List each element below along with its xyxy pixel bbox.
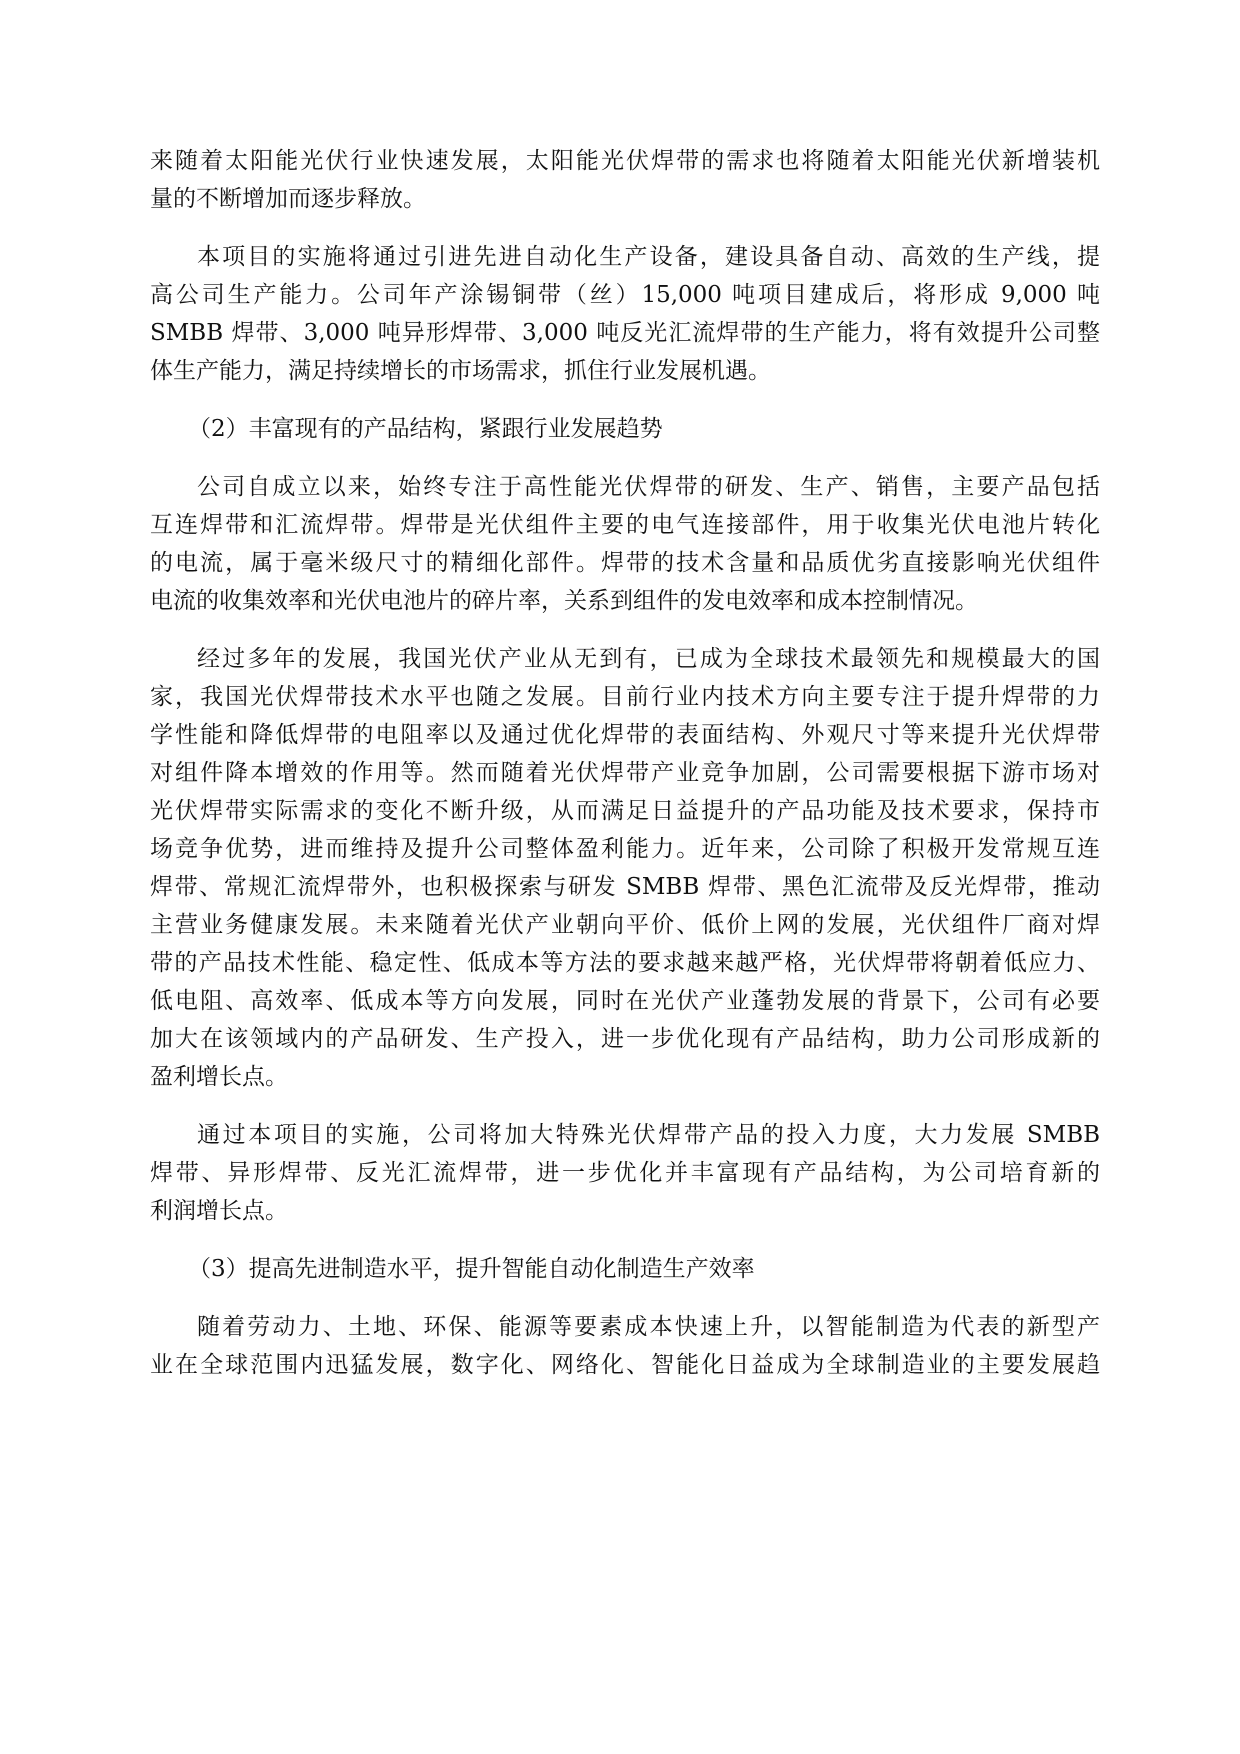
text-line: SMBB 焊带、3,000 吨异形焊带、3,000 吨反光汇流焊带的生产能力，将有效提升公司整 <box>150 320 1100 346</box>
text-line: 通过本项目的实施，公司将加大特殊光伏焊带产品的投入力度，大力发展 SMBB <box>197 1122 1100 1148</box>
text-line: 加大在该领域内的产品研发、生产投入，进一步优化现有产品结构，助力公司形成新的 <box>150 1026 1100 1052</box>
section-heading-3 <box>150 1250 1100 1288</box>
text-line: 利润增长点。 <box>150 1198 288 1224</box>
text-line: 带的产品技术性能、稳定性、低成本等方法的要求越来越严格，光伏焊带将朝着低应力、 <box>150 950 1100 976</box>
text-line: 本项目的实施将通过引进先进自动化生产设备，建设具备自动、高效的生产线，提 <box>197 244 1100 270</box>
paragraph-capacity <box>150 238 1100 390</box>
text-line: 来随着太阳能光伏行业快速发展，太阳能光伏焊带的需求也将随着太阳能光伏新增装机 <box>150 148 1100 174</box>
text-line: 场竞争优势，进而维持及提升公司整体盈利能力。近年来，公司除了积极开发常规互连 <box>150 836 1100 862</box>
text-line: 的电流，属于毫米级尺寸的精细化部件。焊带的技术含量和品质优劣直接影响光伏组件 <box>150 550 1100 576</box>
text-line: 学性能和降低焊带的电阻率以及通过优化焊带的表面结构、外观尺寸等来提升光伏焊带 <box>150 722 1100 748</box>
text-line: 高公司生产能力。公司年产涂锡铜带（丝）15,000 吨项目建成后，将形成 9,000 吨 <box>150 282 1100 308</box>
text-line: 焊带、常规汇流焊带外，也积极探索与研发 SMBB 焊带、黑色汇流带及反光焊带，推动 <box>150 874 1100 900</box>
text-line: 低电阻、高效率、低成本等方向发展，同时在光伏产业蓬勃发展的背景下，公司有必要 <box>150 988 1100 1014</box>
paragraph-company-products <box>150 468 1100 620</box>
text-line: 互连焊带和汇流焊带。焊带是光伏组件主要的电气连接部件，用于收集光伏电池片转化 <box>150 512 1100 538</box>
text-line: 量的不断增加而逐步释放。 <box>150 186 426 212</box>
section-heading-2 <box>150 410 1100 448</box>
heading-line: （3）提高先进制造水平，提升智能自动化制造生产效率 <box>188 1256 755 1282</box>
document-body <box>150 142 1100 1404</box>
paragraph-market-demand <box>150 142 1100 218</box>
text-line: 公司自成立以来，始终专注于高性能光伏焊带的研发、生产、销售，主要产品包括 <box>197 474 1100 500</box>
text-line: 随着劳动力、土地、环保、能源等要素成本快速上升，以智能制造为代表的新型产 <box>197 1314 1100 1340</box>
paragraph-project-implementation <box>150 1116 1100 1230</box>
text-line: 电流的收集效率和光伏电池片的碎片率，关系到组件的发电效率和成本控制情况。 <box>150 588 978 614</box>
paragraph-industry-development <box>150 640 1100 1096</box>
text-line: 焊带、异形焊带、反光汇流焊带，进一步优化并丰富现有产品结构，为公司培育新的 <box>150 1160 1100 1186</box>
text-line: 经过多年的发展，我国光伏产业从无到有，已成为全球技术最领先和规模最大的国 <box>197 646 1100 672</box>
text-line: 业在全球范围内迅猛发展，数字化、网络化、智能化日益成为全球制造业的主要发展趋 <box>150 1352 1100 1378</box>
paragraph-smart-manufacturing <box>150 1308 1100 1384</box>
text-line: 体生产能力，满足持续增长的市场需求，抓住行业发展机遇。 <box>150 358 771 384</box>
text-line: 主营业务健康发展。未来随着光伏产业朝向平价、低价上网的发展，光伏组件厂商对焊 <box>150 912 1100 938</box>
text-line: 家，我国光伏焊带技术水平也随之发展。目前行业内技术方向主要专注于提升焊带的力 <box>150 684 1100 710</box>
heading-line: （2）丰富现有的产品结构，紧跟行业发展趋势 <box>188 416 663 442</box>
text-line: 盈利增长点。 <box>150 1064 288 1090</box>
text-line: 对组件降本增效的作用等。然而随着光伏焊带产业竞争加剧，公司需要根据下游市场对 <box>150 760 1100 786</box>
text-line: 光伏焊带实际需求的变化不断升级，从而满足日益提升的产品功能及技术要求，保持市 <box>150 798 1100 824</box>
